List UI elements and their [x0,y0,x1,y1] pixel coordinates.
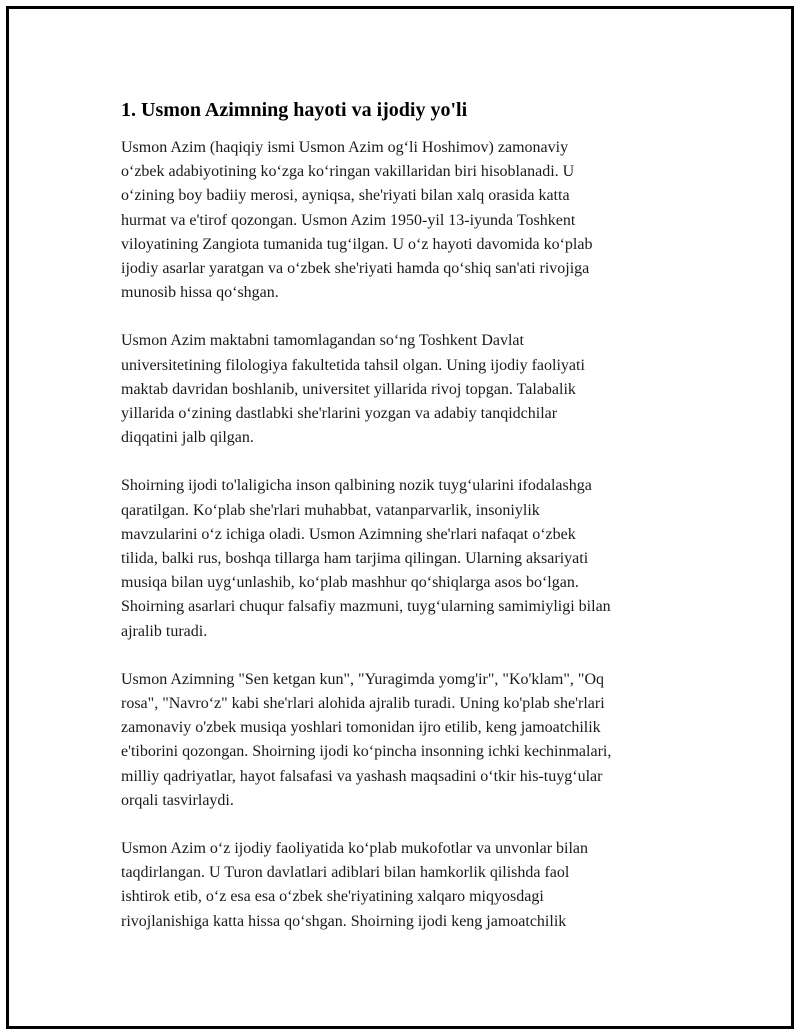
text-line: yillarida o‘zining dastlabki she'rlarini yozgan va adabiy tanqidchilar [121,405,558,423]
paragraph-list [121,136,691,934]
text-line: milliy qadriyatlar, hayot falsafasi va yashash maqsadini o‘tkir his-tuyg‘ular [121,767,603,785]
text-line: Usmon Azim maktabni tamomlagandan so‘ng Toshkent Davlat [121,332,524,350]
paragraph [121,837,691,934]
text-line: mavzularini o‘z ichiga oladi. Usmon Azimning she'rlari nafaqat o‘zbek [121,525,576,543]
text-line: orqali tasvirlaydi. [121,791,234,809]
section-heading: 1. Usmon Azimning hayoti va ijodiy yo'li [121,99,468,121]
text-line: o‘zbek adabiyotining ko‘zga ko‘ringan vakillaridan biri hisoblanadi. U [121,163,575,181]
text-line: rosa", "Navro‘z" kabi she'rlari alohida ajralib turadi. Uning ko'plab she'rlari [121,695,605,713]
text-line: viloyatining Zangiota tumanida tug‘ilgan. U o‘z hayoti davomida ko‘plab [121,235,593,253]
text-line: zamonaviy o'zbek musiqa yoshlari tomonidan ijro etilib, keng jamoatchilik [121,719,601,737]
page-frame [6,6,794,1029]
document-body [121,97,691,958]
text-line: ishtirok etib, o‘z esa esa o‘zbek she'riyatining xalqaro miqyosdagi [121,888,544,906]
text-line: taqdirlangan. U Turon davlatlari adiblari bilan hamkorlik qilishda faol [121,864,570,882]
text-line: o‘zining boy badiiy merosi, ayniqsa, she'riyati bilan xalq orasida katta [121,187,570,205]
text-line: diqqatini jalb qilgan. [121,429,254,447]
text-line: tilida, balki rus, boshqa tillarga ham tarjima qilingan. Ularning aksariyati [121,550,589,568]
paragraph [121,474,691,643]
paragraph [121,329,691,450]
text-line: Shoirning ijodi to'laligicha inson qalbining nozik tuyg‘ularini ifodalashga [121,477,592,495]
text-line: Usmon Azim o‘z ijodiy faoliyatida ko‘plab mukofotlar va unvonlar bilan [121,840,589,858]
text-line: Usmon Azim (haqiqiy ismi Usmon Azim og‘li Hoshimov) zamonaviy [121,139,569,156]
paragraph [121,668,691,813]
text-line: Usmon Azimning "Sen ketgan kun", "Yuragimda yomg'ir", "Ko'klam", "Oq [121,670,604,688]
text-line: qaratilgan. Ko‘plab she'rlari muhabbat, vatanparvarlik, insoniylik [121,501,540,519]
text-line: musiqa bilan uyg‘unlashib, ko‘plab mashhur qo‘shiqlarga asos bo‘lgan. [121,574,579,592]
text-line: ajralib turadi. [121,622,208,640]
paragraph [121,136,691,305]
text-line: universitetining filologiya fakultetida tahsil olgan. Uning ijodiy faoliyati [121,356,585,374]
text-line: hurmat va e'tirof qozongan. Usmon Azim 1950-yil 13-iyunda Toshkent [121,211,576,229]
text-line: e'tiborini qozongan. Shoirning ijodi ko‘pincha insonning ichki kechinmalari, [121,743,612,761]
text-line: rivojlanishiga katta hissa qo‘shgan. Shoirning ijodi keng jamoatchilik [121,912,567,930]
text-line: ijodiy asarlar yaratgan va o‘zbek she'riyati hamda qo‘shiq san'ati rivojiga [121,260,590,278]
text-line: maktab davridan boshlanib, universitet yillarida rivoj topgan. Talabalik [121,380,576,398]
text-line: munosib hissa qo‘shgan. [121,284,279,302]
text-line: Shoirning asarlari chuqur falsafiy mazmuni, tuyg‘ularning samimiyligi bilan [121,598,611,616]
